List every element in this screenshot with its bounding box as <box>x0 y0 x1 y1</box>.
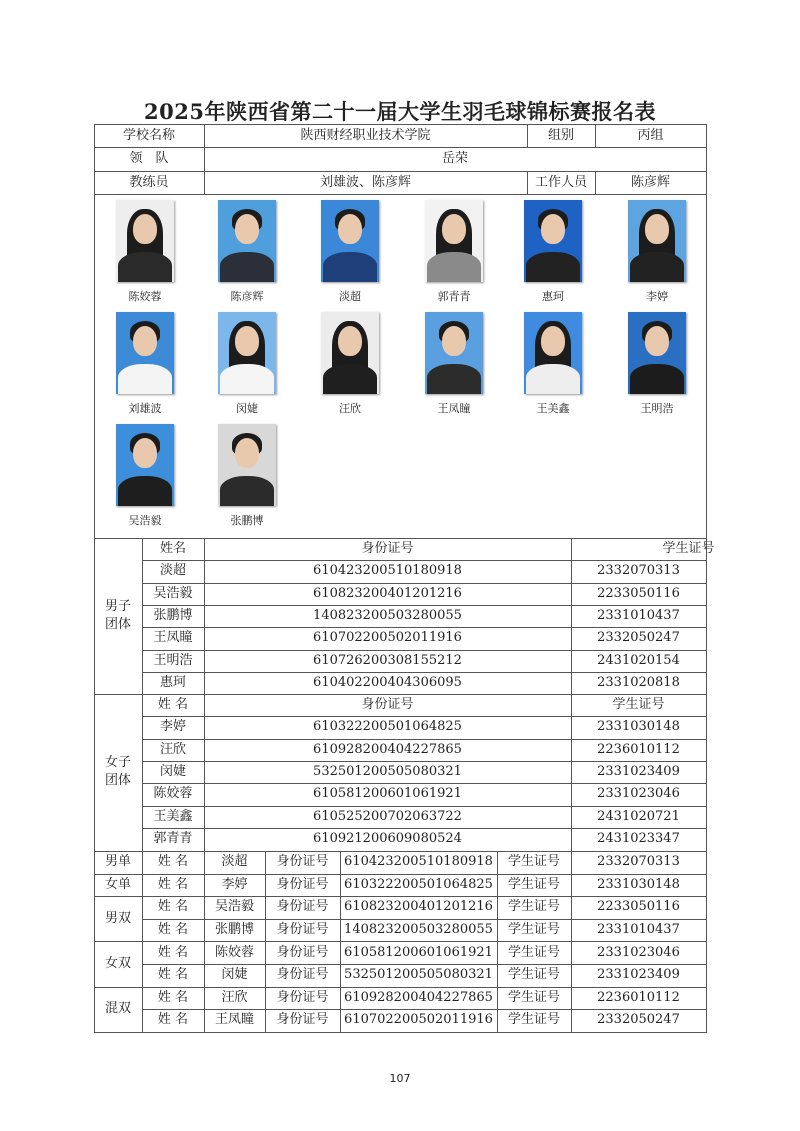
athlete-photo-card <box>212 200 282 304</box>
group-value: 丙组 <box>637 127 664 143</box>
portrait-body <box>526 252 580 282</box>
name-label: 姓 名 <box>157 876 189 892</box>
athlete-photo-card <box>419 200 489 304</box>
staff-label: 工作人员 <box>534 174 587 190</box>
student-label: 学生证号 <box>507 1012 560 1028</box>
athlete-name: 闵婕 <box>221 967 248 983</box>
athlete-student-number: 2431023347 <box>597 830 680 846</box>
id-label: 身份证号 <box>276 967 329 983</box>
table-rule <box>204 851 205 1033</box>
group-label: 组别 <box>547 127 574 143</box>
athlete-id-number: 610581200601061921 <box>313 786 462 802</box>
portrait-face <box>645 326 669 356</box>
athlete-id-number: 610823200401201216 <box>344 899 493 915</box>
athlete-name: 张鹏博 <box>153 608 193 624</box>
page-number: 107 <box>389 1072 411 1085</box>
athlete-student-number: 2331030148 <box>597 876 680 892</box>
table-rule <box>340 851 341 1033</box>
portrait-face <box>133 438 157 468</box>
portrait-body <box>118 476 172 506</box>
photo-caption: 陈姣蓉 <box>128 290 162 303</box>
student-label: 学生证号 <box>507 876 560 892</box>
athlete-id-number: 610322200501064825 <box>344 876 493 892</box>
athlete-student-number: 2331020818 <box>597 674 680 690</box>
photo-caption: 王凤瞳 <box>437 402 471 415</box>
athlete-id-number: 610525200702063722 <box>313 808 462 824</box>
portrait-photo <box>524 312 582 394</box>
athlete-id-number: 610921200609080524 <box>313 830 462 846</box>
table-rule <box>142 851 143 1033</box>
athlete-student-number: 2331023409 <box>597 764 680 780</box>
athlete-name: 淡超 <box>159 563 186 579</box>
portrait-face <box>645 214 669 244</box>
athlete-photo-card <box>110 200 180 304</box>
athlete-name: 王美鑫 <box>153 808 193 824</box>
column-header-name: 姓 名 <box>157 697 189 713</box>
athlete-student-number: 2332050247 <box>597 1012 680 1028</box>
team-group-label: 女子 团体 <box>104 755 131 789</box>
portrait-photo <box>321 200 379 282</box>
portrait-face <box>338 326 362 356</box>
id-label: 身份证号 <box>276 854 329 870</box>
athlete-id-number: 140823200503280055 <box>313 608 462 624</box>
column-header-name: 姓名 <box>159 541 186 557</box>
athlete-id-number: 610702200502011916 <box>344 1012 493 1028</box>
portrait-photo <box>321 312 379 394</box>
student-label: 学生证号 <box>507 899 560 915</box>
portrait-body <box>630 364 684 394</box>
student-label: 学生证号 <box>507 967 560 983</box>
portrait-body <box>427 252 481 282</box>
athlete-name: 郭青青 <box>153 830 193 846</box>
portrait-face <box>541 214 565 244</box>
athlete-id-number: 610423200510180918 <box>344 854 493 870</box>
id-label: 身份证号 <box>276 899 329 915</box>
portrait-body <box>323 364 377 394</box>
portrait-body <box>220 252 274 282</box>
portrait-face <box>338 214 362 244</box>
athlete-photo-card <box>622 312 692 416</box>
name-label: 姓 名 <box>157 922 189 938</box>
name-label: 姓 名 <box>157 944 189 960</box>
staff-name: 陈彦辉 <box>630 174 670 190</box>
athlete-id-number: 610581200601061921 <box>344 944 493 960</box>
athlete-name: 王凤瞳 <box>153 630 193 646</box>
coach-label: 教练员 <box>129 174 169 190</box>
athlete-id-number: 610928200404227865 <box>344 989 493 1005</box>
column-header-id: 身份证号 <box>361 541 414 557</box>
athlete-name: 吴浩毅 <box>214 899 254 915</box>
school-label: 学校名称 <box>122 127 175 143</box>
photo-caption: 刘雄波 <box>128 402 162 415</box>
id-label: 身份证号 <box>276 1012 329 1028</box>
portrait-body <box>118 252 172 282</box>
portrait-body <box>427 364 481 394</box>
athlete-name: 陈姣蓉 <box>214 944 254 960</box>
page-title: 2025年陕西省第二十一届大学生羽毛球锦标赛报名表 <box>144 99 656 124</box>
portrait-face <box>541 326 565 356</box>
athlete-id-number: 610928200404227865 <box>313 741 462 757</box>
photo-caption: 王明浩 <box>640 402 674 415</box>
name-label: 姓 名 <box>157 967 189 983</box>
photo-caption: 闵婕 <box>236 402 258 415</box>
athlete-name: 惠珂 <box>159 674 186 690</box>
athlete-id-number: 140823200503280055 <box>344 922 493 938</box>
athlete-id-number: 532501200505080321 <box>313 764 462 780</box>
athlete-name: 吴浩毅 <box>153 585 193 601</box>
portrait-body <box>630 252 684 282</box>
athlete-id-number: 610823200401201216 <box>313 585 462 601</box>
athlete-photo-card <box>212 424 282 528</box>
athlete-id-number: 610322200501064825 <box>313 719 462 735</box>
school-name: 陕西财经职业技术学院 <box>300 127 431 143</box>
photo-caption: 吴浩毅 <box>128 514 162 527</box>
athlete-id-number: 610423200510180918 <box>313 563 462 579</box>
athlete-photo-card <box>110 312 180 416</box>
portrait-photo <box>425 200 483 282</box>
athlete-student-number: 2331023046 <box>597 786 680 802</box>
athlete-name: 汪欣 <box>159 741 186 757</box>
athlete-name: 陈姣蓉 <box>153 786 193 802</box>
id-label: 身份证号 <box>276 876 329 892</box>
athlete-student-number: 2331023046 <box>597 944 680 960</box>
athlete-student-number: 2331010437 <box>597 608 680 624</box>
portrait-photo <box>218 200 276 282</box>
event-label: 女单 <box>104 876 131 892</box>
student-label: 学生证号 <box>507 989 560 1005</box>
athlete-id-number: 610402200404306095 <box>313 674 462 690</box>
photo-caption: 张鹏博 <box>230 514 264 527</box>
athlete-student-number: 2331030148 <box>597 719 680 735</box>
portrait-body <box>118 364 172 394</box>
portrait-photo <box>218 424 276 506</box>
portrait-photo <box>628 200 686 282</box>
column-header-student: 学生证号 <box>612 697 665 713</box>
athlete-name: 李婷 <box>221 876 248 892</box>
portrait-photo <box>116 200 174 282</box>
athlete-name: 闵婕 <box>159 764 186 780</box>
portrait-face <box>235 438 259 468</box>
athlete-student-number: 2332050247 <box>597 630 680 646</box>
athlete-photo-card <box>622 200 692 304</box>
team-group-label: 男子 团体 <box>104 599 131 633</box>
column-header-student: 学生证号 <box>662 541 715 557</box>
table-rule <box>571 851 572 1033</box>
portrait-photo <box>218 312 276 394</box>
portrait-face <box>235 326 259 356</box>
athlete-photo-card <box>419 312 489 416</box>
photo-caption: 陈彦辉 <box>230 290 264 303</box>
athlete-student-number: 2236010112 <box>597 989 680 1005</box>
portrait-face <box>442 326 466 356</box>
portrait-photo <box>524 200 582 282</box>
athlete-name: 淡超 <box>221 854 248 870</box>
athlete-photo-card <box>315 200 385 304</box>
portrait-body <box>323 252 377 282</box>
athlete-student-number: 2431020721 <box>597 808 680 824</box>
athlete-id-number: 610726200308155212 <box>313 652 462 668</box>
photo-caption: 王美鑫 <box>536 402 570 415</box>
portrait-photo <box>116 424 174 506</box>
portrait-face <box>235 214 259 244</box>
photo-caption: 李婷 <box>646 290 668 303</box>
photo-caption: 郭青青 <box>437 290 471 303</box>
name-label: 姓 名 <box>157 989 189 1005</box>
name-label: 姓 名 <box>157 1012 189 1028</box>
coach-names: 刘雄波、陈彦辉 <box>319 174 411 190</box>
table-rule <box>94 1032 707 1033</box>
table-rule <box>94 194 707 195</box>
portrait-photo <box>628 312 686 394</box>
leader-label: 领 队 <box>129 151 169 166</box>
table-rule <box>265 851 266 1033</box>
table-rule <box>497 851 498 1033</box>
athlete-student-number: 2332070313 <box>597 854 680 870</box>
id-label: 身份证号 <box>276 944 329 960</box>
portrait-face <box>442 214 466 244</box>
id-label: 身份证号 <box>276 989 329 1005</box>
portrait-photo <box>116 312 174 394</box>
portrait-body <box>220 476 274 506</box>
photo-caption: 淡超 <box>339 290 361 303</box>
portrait-body <box>526 364 580 394</box>
leader-name: 岳荣 <box>441 151 468 166</box>
student-label: 学生证号 <box>507 854 560 870</box>
athlete-student-number: 2331010437 <box>597 922 680 938</box>
athlete-student-number: 2431020154 <box>597 652 680 668</box>
athlete-student-number: 2332070313 <box>597 563 680 579</box>
athlete-name: 王凤瞳 <box>214 1012 254 1028</box>
photo-caption: 汪欣 <box>339 402 361 415</box>
athlete-student-number: 2331023409 <box>597 967 680 983</box>
athlete-id-number: 532501200505080321 <box>344 967 493 983</box>
athlete-name: 张鹏博 <box>214 922 254 938</box>
athlete-photo-card <box>518 200 588 304</box>
name-label: 姓 名 <box>157 899 189 915</box>
athlete-name: 李婷 <box>159 719 186 735</box>
event-label: 男单 <box>104 854 131 870</box>
student-label: 学生证号 <box>507 944 560 960</box>
portrait-face <box>133 326 157 356</box>
photo-caption: 惠珂 <box>542 290 564 303</box>
event-label: 混双 <box>104 1001 131 1017</box>
student-label: 学生证号 <box>507 922 560 938</box>
athlete-photo-card <box>110 424 180 528</box>
name-label: 姓 名 <box>157 854 189 870</box>
athlete-name: 王明浩 <box>153 652 193 668</box>
athlete-student-number: 2233050116 <box>597 585 680 601</box>
athlete-id-number: 610702200502011916 <box>313 630 462 646</box>
portrait-body <box>220 364 274 394</box>
column-header-id: 身份证号 <box>361 697 414 713</box>
athlete-photo-card <box>315 312 385 416</box>
athlete-student-number: 2233050116 <box>597 899 680 915</box>
event-label: 男双 <box>104 910 131 926</box>
athlete-student-number: 2236010112 <box>597 741 680 757</box>
id-label: 身份证号 <box>276 922 329 938</box>
athlete-photo-card <box>212 312 282 416</box>
athlete-photo-card <box>518 312 588 416</box>
portrait-photo <box>425 312 483 394</box>
portrait-face <box>133 214 157 244</box>
event-label: 女双 <box>104 955 131 971</box>
athlete-name: 汪欣 <box>221 989 248 1005</box>
